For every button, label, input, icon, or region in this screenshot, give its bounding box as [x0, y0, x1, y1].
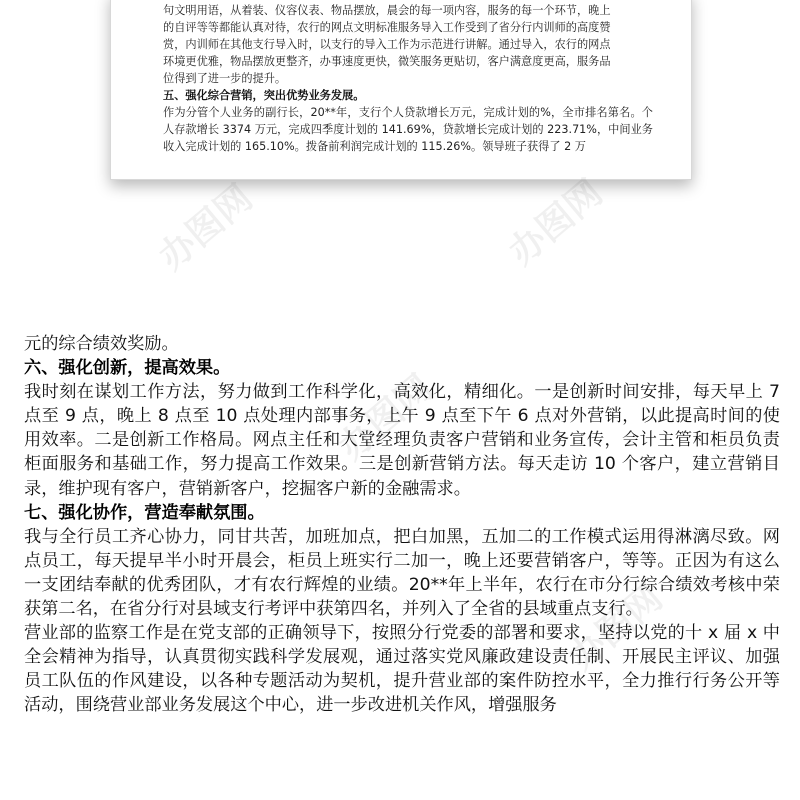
continued-line: 元的综合绩效奖励。	[24, 334, 179, 354]
section-heading-7: 七、强化协作，营造奉献氛围。	[24, 502, 265, 523]
section-paragraph-6: 我时刻在谋划工作方法，努力做到工作科学化，高效化，精细化。一是创新时间安排，每天早上 7 点至 9 点，晚上 8 点至 10 点处理内部事务，上午 9 点至下午 6 点对外营销，以此提高时间的使用效率。二是创新工作格局。网点主任和大堂经理负责客户营销和业务宣传，会计主管和柜员负责柜面服务和基础工作，努力提高工作效果。三是创新营销方法。每天走访 10 个客户，建立营销目录，维护现有客户，营销新客户，挖掘客户新的金融需求。	[24, 382, 780, 499]
preview-line: 环境更优雅，物品摆放更整齐，办事速度更快，微笑服务更贴切，客户满意度更高，服务品	[163, 55, 611, 68]
section-heading-6: 六、强化创新，提高效果。	[24, 358, 231, 379]
preview-text	[163, 0, 653, 155]
section-paragraph-8: 营业部的监察工作是在党支部的正确领导下，按照分行党委的部署和要求，坚持以党的十 x 届 x 中全会精神为指导，认真贯彻实践科学发展观，通过落实党风廉政建设责任制、开展民主评议、加强员工队伍的作风建设，以各种专题活动为契机，提升营业部的案件防控水平，全力推行行务公开等活动，围绕营业部业务发展这个中心，进一步改进机关作风，增强服务	[24, 623, 780, 716]
preview-line: 的自评等等都能认真对待，农行的网点文明标准服务导入工作受到了省分行内训师的高度赞	[163, 21, 611, 34]
section-heading-5: 五、强化综合营销，突出优势业务发展。	[163, 89, 365, 102]
watermark: 办图网	[501, 172, 611, 274]
watermark: 办图网	[151, 177, 261, 279]
section-paragraph-5: 作为分管个人业务的副行长，20**年，支行个人贷款增长万元，完成计划的%，全市排名第名。个人存款增长 3374 万元，完成四季度计划的 141.69%，贷款增长完成计划的 223.71%，中间业务收入完成计划的 165.10%。拨备前利润完成计划的 115.26%。领导班子获得了 2 万	[163, 106, 653, 153]
section-paragraph-7: 我与全行员工齐心协力，同甘共苦，加班加点，把白加黑，五加二的工作模式运用得淋漓尽致。网点员工，每天提早半小时开晨会，柜员上班实行二加一，晚上还要营销客户，等等。正因为有这么一支团结奉献的优秀团队，才有农行辉煌的业绩。20**年上半年，农行在市分行综合绩效考核中荣获第二名，在省分行对县域支行考评中获第四名，并列入了全省的县域重点支行。	[24, 526, 780, 620]
watermark: 办图网	[561, 577, 671, 679]
document-preview-card	[110, 0, 692, 180]
preview-line: 赏，内训师在其他支行导入时，以支行的导入工作为示范进行讲解。通过导入，农行的网点	[163, 38, 611, 51]
document-body	[24, 332, 780, 718]
preview-line: 句文明用语，从着装、仪容仪表、物品摆放，晨会的每一项内容，服务的每一个环节，晚上	[163, 4, 611, 17]
preview-line: 位得到了进一步的提升。	[163, 72, 287, 85]
watermark: 办图网	[331, 367, 441, 469]
